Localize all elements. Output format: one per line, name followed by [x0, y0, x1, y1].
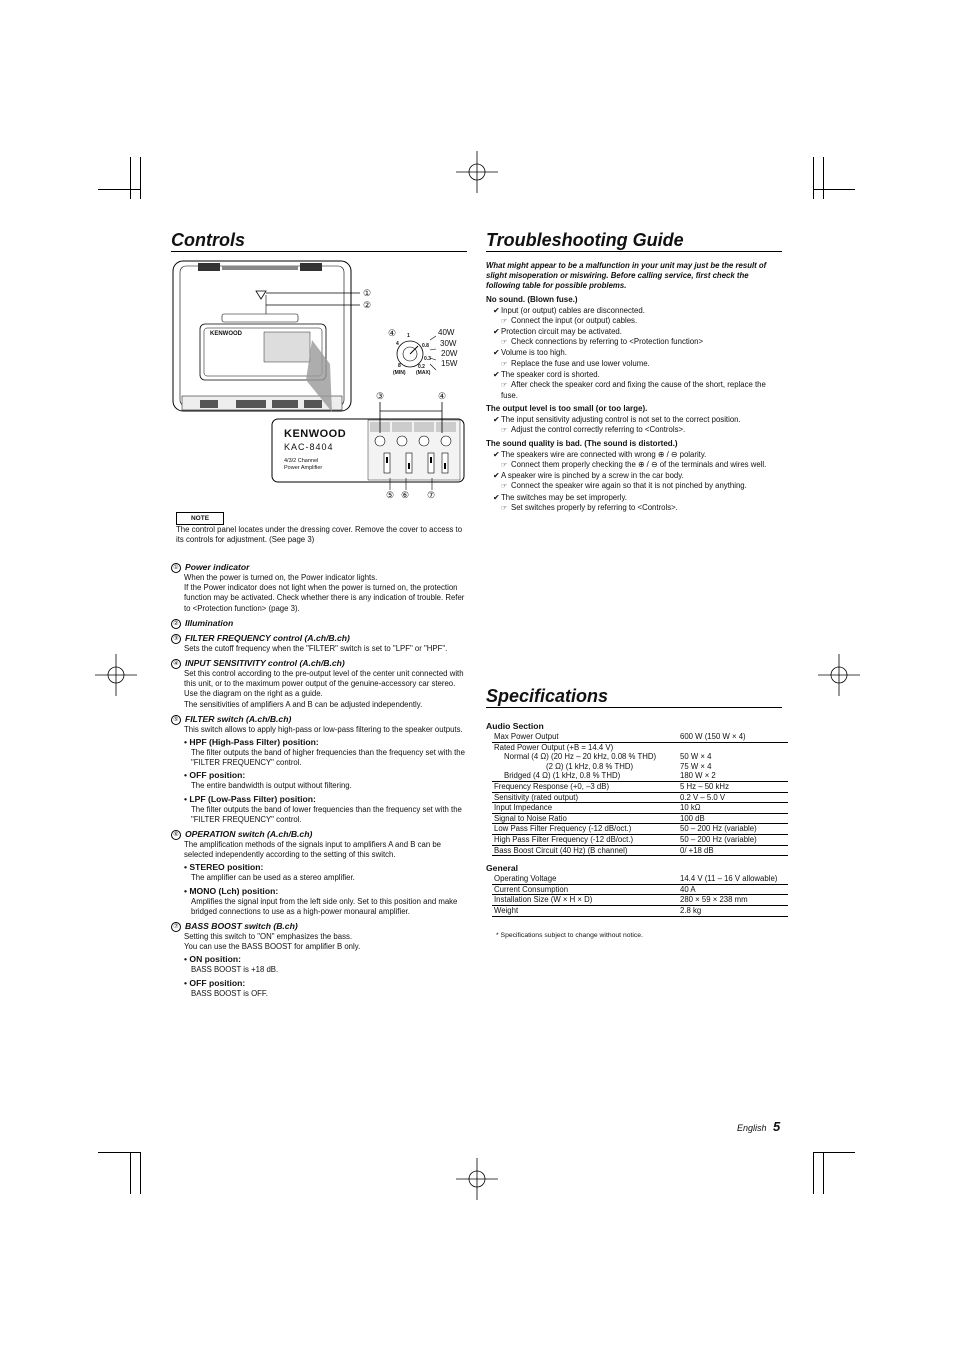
spec-label: Frequency Response (+0, –3 dB) [492, 781, 678, 792]
spec-value [678, 742, 788, 752]
control-item-title [171, 618, 468, 629]
spec-row [492, 792, 788, 803]
spec-row [492, 895, 788, 906]
spec-row [492, 884, 788, 895]
troubleshooting-problem: The sound quality is bad. (The sound is distorted.) [486, 439, 678, 449]
spec-value: 10 kΩ [678, 803, 788, 814]
pointing-hand-icon: ☞ [501, 317, 508, 325]
dial-scale-02: 0.2 [418, 364, 425, 370]
spec-label: Low Pass Filter Frequency (-12 dB/oct.) [492, 824, 678, 835]
control-option-body: Amplifies the signal input from the left side only. Set to this position and make bridged connections to use as a high-power monaural amplifier. [191, 896, 458, 916]
spec-row [492, 742, 788, 752]
control-item-title [171, 714, 468, 725]
spec-row [492, 813, 788, 824]
dial-scale-min: (MIN) [393, 370, 406, 376]
troubleshooting-heading-rule [486, 251, 782, 252]
troubleshooting-section [486, 439, 782, 514]
checkmark-icon: ✔ [493, 305, 500, 315]
page-footer [737, 1118, 780, 1136]
spec-row [492, 874, 788, 884]
remedy-line [486, 337, 782, 348]
control-option-title: • MONO (Lch) position: [184, 885, 279, 896]
pointing-hand-icon: ☞ [501, 360, 508, 368]
spec-value: 100 dB [678, 813, 788, 824]
control-option-title: • OFF position: [184, 977, 246, 988]
control-item-number: ② [171, 619, 181, 629]
specifications-block [486, 716, 786, 940]
checkmark-icon: ✔ [493, 369, 500, 379]
registration-mark-left [95, 654, 137, 696]
callout-4-inset: ④ [388, 328, 397, 338]
spec-value: 50 – 200 Hz (variable) [678, 834, 788, 845]
dial-scale-08: 0.8 [422, 343, 429, 349]
spec-row [492, 803, 788, 814]
control-item-body: This switch allows to apply high-pass or low-pass filtering to the speaker outputs. [184, 724, 463, 734]
remedy-line [486, 316, 782, 327]
spec-value: 75 W × 4 [680, 761, 712, 771]
spec-label: Bridged (4 Ω) (1 kHz, 0.8 % THD) [492, 771, 678, 781]
control-item-title [171, 829, 468, 840]
spec-row [492, 905, 788, 916]
remedy-text: Adjust the control correctly referring to <Controls>. [511, 425, 686, 435]
troubleshooting-intro: What might appear to be a malfunction in your unit may just be the result of slight misoperation or miswiring. Before calling service, first check the following table for possible problems. [486, 261, 767, 291]
spec-label: Installation Size (W × H × D) [492, 895, 678, 906]
cause-line [486, 348, 782, 358]
cause-line [486, 471, 782, 481]
spec-row [492, 845, 788, 856]
control-option-body: The entire bandwidth is output without filtering. [191, 781, 352, 791]
callout-3: ③ [376, 391, 385, 401]
dial-scale-1: 1 [407, 333, 410, 339]
cause-text: Protection circuit may be activated. [501, 326, 622, 336]
dial-label-level-4: 15W [441, 359, 458, 368]
spec-row [492, 771, 788, 781]
spec-label: Bass Boost Circuit (40 Hz) (B channel) [492, 845, 678, 856]
control-item-body: Set this control according to the pre-output level of the center unit connected with this unit, or to the maximum power output of the genuine-accessory car stereo. Use the diagram on the right as a guide. The sensitivities of amplifiers A and B can be adjusted independently. [184, 669, 464, 709]
spec-row [492, 824, 788, 835]
spec-label: Normal (4 Ω) (20 Hz – 20 kHz, 0.08 % THD) [504, 752, 657, 762]
control-item-title-text: FILTER FREQUENCY control (A.ch/B.ch) [185, 632, 350, 643]
cause-line [486, 306, 782, 316]
cause-line [486, 415, 782, 425]
control-option-body: The filter outputs the band of lower frequencies than the frequency set with the "FILTER FREQUENCY" control. [191, 804, 462, 824]
audio-spec-table [492, 732, 788, 856]
controls-heading: Controls [171, 230, 245, 250]
callout-5: ⑤ [386, 490, 395, 500]
control-item-title-text: BASS BOOST switch (B.ch) [185, 921, 298, 932]
remedy-text: Connect them properly checking the ⊕ / ⊖ of the terminals and wires well. [511, 459, 767, 469]
control-option-title: • STEREO position: [184, 862, 264, 873]
control-option-body: The filter outputs the band of higher frequencies than the frequency set with the "FILTER FREQUENCY" control. [191, 748, 465, 768]
spec-value: 50 W × 4 [680, 752, 712, 762]
control-item-title-text: FILTER switch (A.ch/B.ch) [185, 713, 292, 724]
control-option-title: • LPF (Low-Pass Filter) position: [184, 793, 316, 804]
spec-label: Sensitivity (rated output) [492, 792, 678, 803]
cause-text: A speaker wire is pinched by a screw in the car body. [501, 471, 684, 481]
spec-value: 280 × 59 × 238 mm [678, 895, 788, 906]
spec-row [492, 781, 788, 792]
remedy-text: Connect the input (or output) cables. [511, 315, 638, 325]
checkmark-icon: ✔ [493, 471, 500, 481]
cause-line [486, 327, 782, 337]
cause-line [486, 370, 782, 380]
spec-value: 40 A [678, 884, 788, 895]
troubleshooting-problem: No sound. (Blown fuse.) [486, 295, 578, 304]
control-option-title: • ON position: [184, 954, 241, 965]
control-option-title: • HPF (High-Pass Filter) position: [184, 737, 319, 748]
remedy-line [486, 425, 782, 436]
cause-line [486, 450, 782, 460]
cause-text: The speakers wire are connected with wrong ⊕ / ⊖ polarity. [501, 449, 707, 459]
spec-value: 600 W (150 W × 4) [678, 732, 788, 742]
spec-label: Weight [492, 905, 678, 916]
remedy-line [486, 460, 782, 471]
registration-mark-top [456, 151, 498, 193]
spec-label: (2 Ω) (1 kHz, 0.8 % THD) [546, 761, 634, 771]
control-item-title [171, 562, 468, 573]
spec-value: 5 Hz – 50 kHz [678, 781, 788, 792]
control-item [171, 633, 468, 654]
registration-mark-right [818, 654, 860, 696]
pointing-hand-icon: ☞ [501, 427, 508, 435]
checkmark-icon: ✔ [493, 492, 500, 502]
pointing-hand-icon: ☞ [501, 461, 508, 469]
pointing-hand-icon: ☞ [501, 483, 508, 491]
page-number: 5 [772, 1119, 781, 1134]
dial-label-level-2: 30W [440, 339, 457, 348]
control-item-body: Setting this switch to "ON" emphasizes the bass. You can use the BASS BOOST for amplifier B only. [184, 932, 361, 952]
cause-text: Volume is too high. [501, 348, 567, 358]
audio-section-heading: Audio Section [486, 721, 544, 731]
spec-row [492, 752, 788, 762]
spec-label: Signal to Noise Ratio [492, 813, 678, 824]
remedy-text: Set switches properly by referring to <Controls>. [511, 502, 678, 512]
control-option-body: The amplifier can be used as a stereo amplifier. [191, 873, 355, 883]
callout-1: ① [363, 288, 372, 298]
spec-value: 50 – 200 Hz (variable) [678, 824, 788, 835]
control-item [171, 562, 468, 614]
cause-text: The speaker cord is shorted. [501, 369, 600, 379]
spec-label: Max Power Output [492, 732, 678, 742]
control-item-title-text: INPUT SENSITIVITY control (A.ch/B.ch) [185, 658, 345, 669]
note-text: The control panel locates under the dressing cover. Remove the cover to access to its controls for adjustment. (See page 3) [176, 525, 463, 545]
control-item-number: ⑦ [171, 922, 181, 932]
cause-line [486, 493, 782, 503]
control-item [171, 658, 468, 710]
specifications-heading-rule [486, 707, 782, 708]
spec-value: 2.8 kg [678, 905, 788, 916]
remedy-line [486, 380, 782, 401]
dial-scale-03: 0.3 [424, 356, 431, 362]
spec-label: Rated Power Output (+B = 14.4 V) [494, 742, 614, 752]
dial-scale-max: (MAX) [416, 370, 431, 376]
control-option-title: • OFF position: [184, 770, 246, 781]
spec-value: 0/ +18 dB [678, 845, 788, 856]
spec-label: Operating Voltage [492, 874, 678, 884]
spec-label: Input Impedance [492, 803, 678, 814]
troubleshooting-section [486, 404, 782, 436]
control-item-title-text: OPERATION switch (A.ch/B.ch) [185, 829, 313, 840]
control-item-title-text: Power indicator [185, 562, 250, 572]
troubleshooting-heading: Troubleshooting Guide [486, 230, 684, 250]
controls-heading-rule [171, 251, 467, 252]
spec-row [492, 732, 788, 742]
dial-label-max-level: 40W [438, 328, 455, 337]
remedy-text: After check the speaker cord and fixing the cause of the short, replace the fuse. [501, 379, 766, 401]
cause-text: The input sensitivity adjusting control is not set to the correct position. [501, 414, 741, 424]
remedy-line [486, 481, 782, 492]
control-item-number: ⑤ [171, 715, 181, 725]
control-item [171, 618, 468, 629]
pointing-hand-icon: ☞ [501, 339, 508, 347]
callout-4: ④ [438, 391, 447, 401]
remedy-text: Check connections by referring to <Protection function> [511, 337, 703, 347]
zoom-model-label: KAC-8404 [284, 442, 334, 452]
spec-value: 0.2 V – 5.0 V [678, 792, 788, 803]
control-item-title [171, 921, 468, 932]
language-label: English [737, 1123, 767, 1133]
registration-mark-bottom [456, 1158, 498, 1200]
pointing-hand-icon: ☞ [501, 504, 508, 512]
checkmark-icon: ✔ [493, 414, 500, 424]
callout-6: ⑥ [401, 490, 410, 500]
dial-scale-8: 8 [398, 363, 401, 369]
callout-7: ⑦ [427, 490, 436, 500]
checkmark-icon: ✔ [493, 449, 500, 459]
callout-2: ② [363, 300, 372, 310]
cause-text: Input (or output) cables are disconnected. [501, 305, 645, 315]
control-item-title [171, 633, 468, 644]
remedy-text: Replace the fuse and use lower volume. [511, 358, 650, 368]
controls-list [171, 558, 468, 999]
general-spec-table [492, 874, 788, 916]
control-item-number: ④ [171, 659, 181, 669]
control-item-number: ① [171, 563, 181, 573]
troubleshooting-list [486, 292, 782, 514]
control-item [171, 921, 468, 999]
control-item-body: Sets the cutoff frequency when the "FILTER" switch is set to "LPF" or "HPF". [184, 643, 448, 653]
troubleshooting-problem: The output level is too small (or too large). [486, 404, 648, 414]
zoom-brand-logo: KENWOOD [284, 428, 347, 440]
specifications-heading: Specifications [486, 686, 609, 706]
control-item-number: ⑥ [171, 830, 181, 840]
spec-row [492, 834, 788, 845]
control-item-title-text: Illumination [185, 617, 234, 628]
body-brand-logo: KENWOOD [210, 331, 242, 337]
spec-row [492, 762, 788, 772]
control-item-number: ③ [171, 634, 181, 644]
control-option-body: BASS BOOST is OFF. [191, 988, 268, 998]
note-label: NOTE [176, 512, 224, 525]
troubleshooting-section [486, 295, 782, 401]
control-option-body: BASS BOOST is +18 dB. [191, 965, 279, 975]
control-item-body: When the power is turned on, the Power indicator lights. If the Power indicator does not light when the power is turned on, the protection function may be activated. Check whether there is any indication of trouble. Refer to <Protection function> (page 3). [184, 573, 465, 613]
spec-label: Current Consumption [492, 884, 678, 895]
checkmark-icon: ✔ [493, 348, 500, 358]
cause-text: The switches may be set improperly. [501, 492, 627, 502]
dial-scale-4: 4 [396, 341, 399, 347]
spec-footnote: * Specifications subject to change without notice. [496, 931, 643, 939]
general-section-heading: General [486, 863, 519, 874]
control-item [171, 829, 468, 917]
remedy-line [486, 503, 782, 514]
control-item-title [171, 658, 468, 669]
spec-label: High Pass Filter Frequency (-12 dB/oct.) [492, 834, 678, 845]
control-item [171, 714, 468, 825]
dial-label-level-3: 20W [441, 349, 458, 358]
spec-value: 180 W × 2 [678, 771, 788, 781]
spec-value: 14.4 V (11 – 16 V allowable) [678, 874, 788, 884]
control-item-body: The amplification methods of the signals input to amplifiers A and B can be selected independently according to the setting of this switch. [184, 840, 442, 860]
remedy-text: Connect the speaker wire again so that it is not pinched by anything. [511, 481, 747, 491]
remedy-line [486, 359, 782, 370]
checkmark-icon: ✔ [493, 326, 500, 336]
pointing-hand-icon: ☞ [501, 381, 508, 389]
zoom-panel-text: 4/3/2 Channel Power Amplifier [284, 458, 323, 471]
